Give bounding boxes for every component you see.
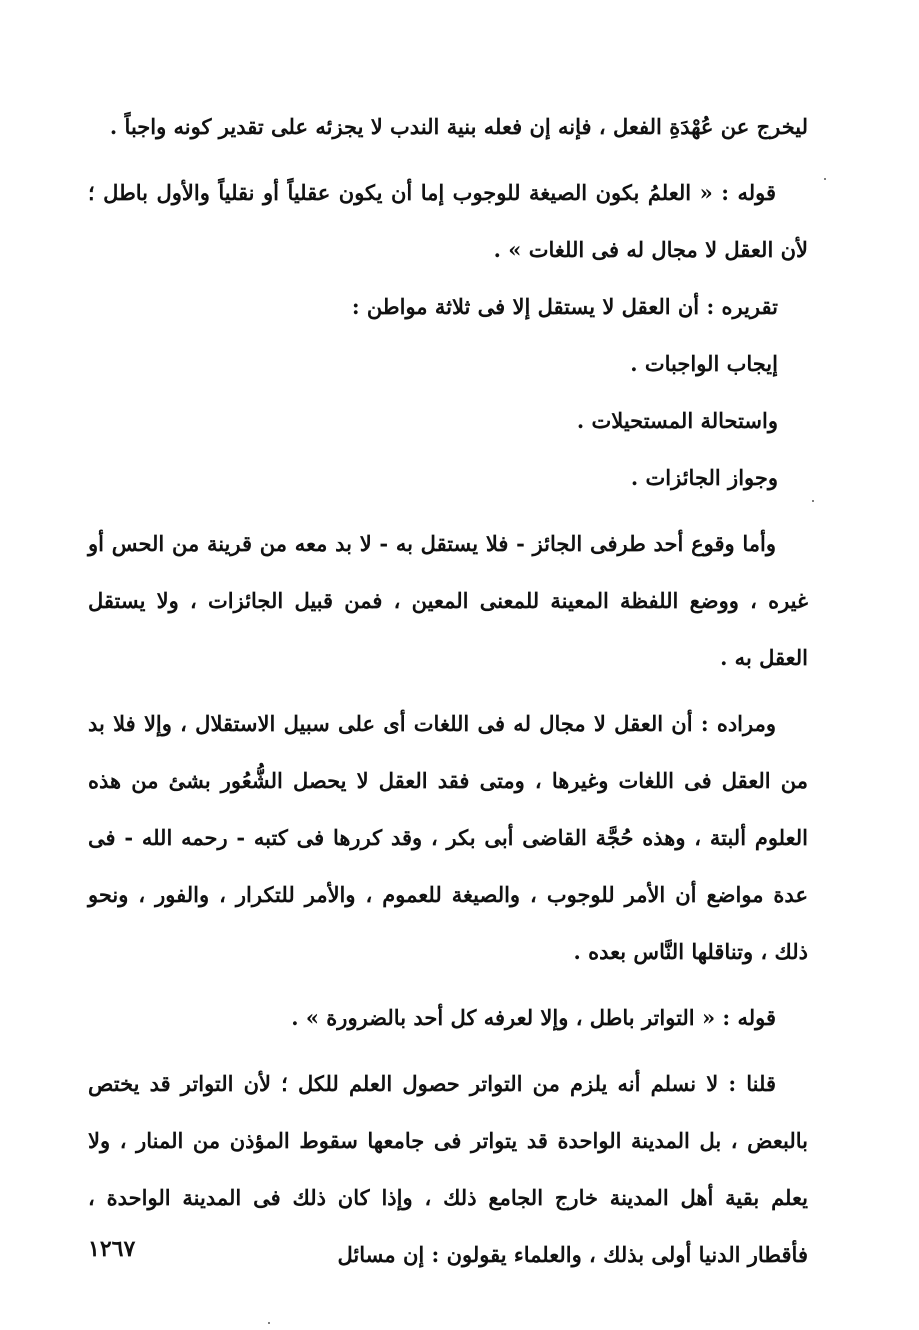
paragraph-6: قوله : « التواتر باطل ، وإلا لعرفه كل أحد بالضرورة » . <box>291 1005 776 1030</box>
paragraph-5: ومراده : أن العقل لا مجال له فى اللغات أى على سبيل الاستقلال ، وإلا فلا بد من العقل فى اللغات وغيرها ، ومتى فقد العقل لا يحصل الشُّعُور بشئ من هذه العلوم ألبتة ، وهذه حُجَّة القاضى أبى بكر ، وقد كررها فى كتبه - رحمه الله - فى عدة مواضع أن الأمر للوجوب ، والصيغة للعموم ، والأمر للتكرار ، والفور ، ونحو ذلك ، وتناقلها النَّاس بعده . <box>88 711 808 964</box>
scan-speck <box>812 500 814 502</box>
scan-speck <box>268 1322 270 1324</box>
page-number: ١٢٦٧ <box>88 1236 136 1262</box>
paragraph-7: قلنا : لا نسلم أنه يلزم من التواتر حصول العلم للكل ؛ لأن التواتر قد يختص بالبعض ، بل المدينة الواحدة قد يتواتر فى جامعها سقوط المؤذن من المنار ، ولا يعلم بقية أهل المدينة خارج الجامع ذلك ، وإذا كان ذلك فى المدينة الواحدة ، فأقطار الدنيا أولى بذلك ، والعلماء يقولون : إن مسائل <box>88 1071 808 1267</box>
list-item-2: واستحالة المستحيلات . <box>576 408 778 433</box>
body-text <box>88 98 808 1283</box>
list-item-3: وجواز الجائزات . <box>630 465 778 490</box>
paragraph-2: قوله : « العلمُ بكون الصيغة للوجوب إما أن يكون عقلياً أو نقلياً والأول باطل ؛ لأن العقل لا مجال له فى اللغات » . <box>88 180 808 262</box>
paragraph-3: تقريره : أن العقل لا يستقل إلا فى ثلاثة مواطن : <box>351 294 778 319</box>
paragraph-4: وأما وقوع أحد طرفى الجائز - فلا يستقل به - لا بد معه من قرينة من الحس أو غيره ، ووضع اللفظة المعينة للمعنى المعين ، فمن قبيل الجائزات ، ولا يستقل العقل به . <box>88 531 808 670</box>
scan-speck <box>824 178 826 180</box>
paragraph-1: ليخرج عن عُهْدَةِ الفعل ، فإنه إن فعله بنية الندب لا يجزئه على تقدير كونه واجباً . <box>109 114 808 139</box>
list-item-1: إيجاب الواجبات . <box>630 351 778 376</box>
